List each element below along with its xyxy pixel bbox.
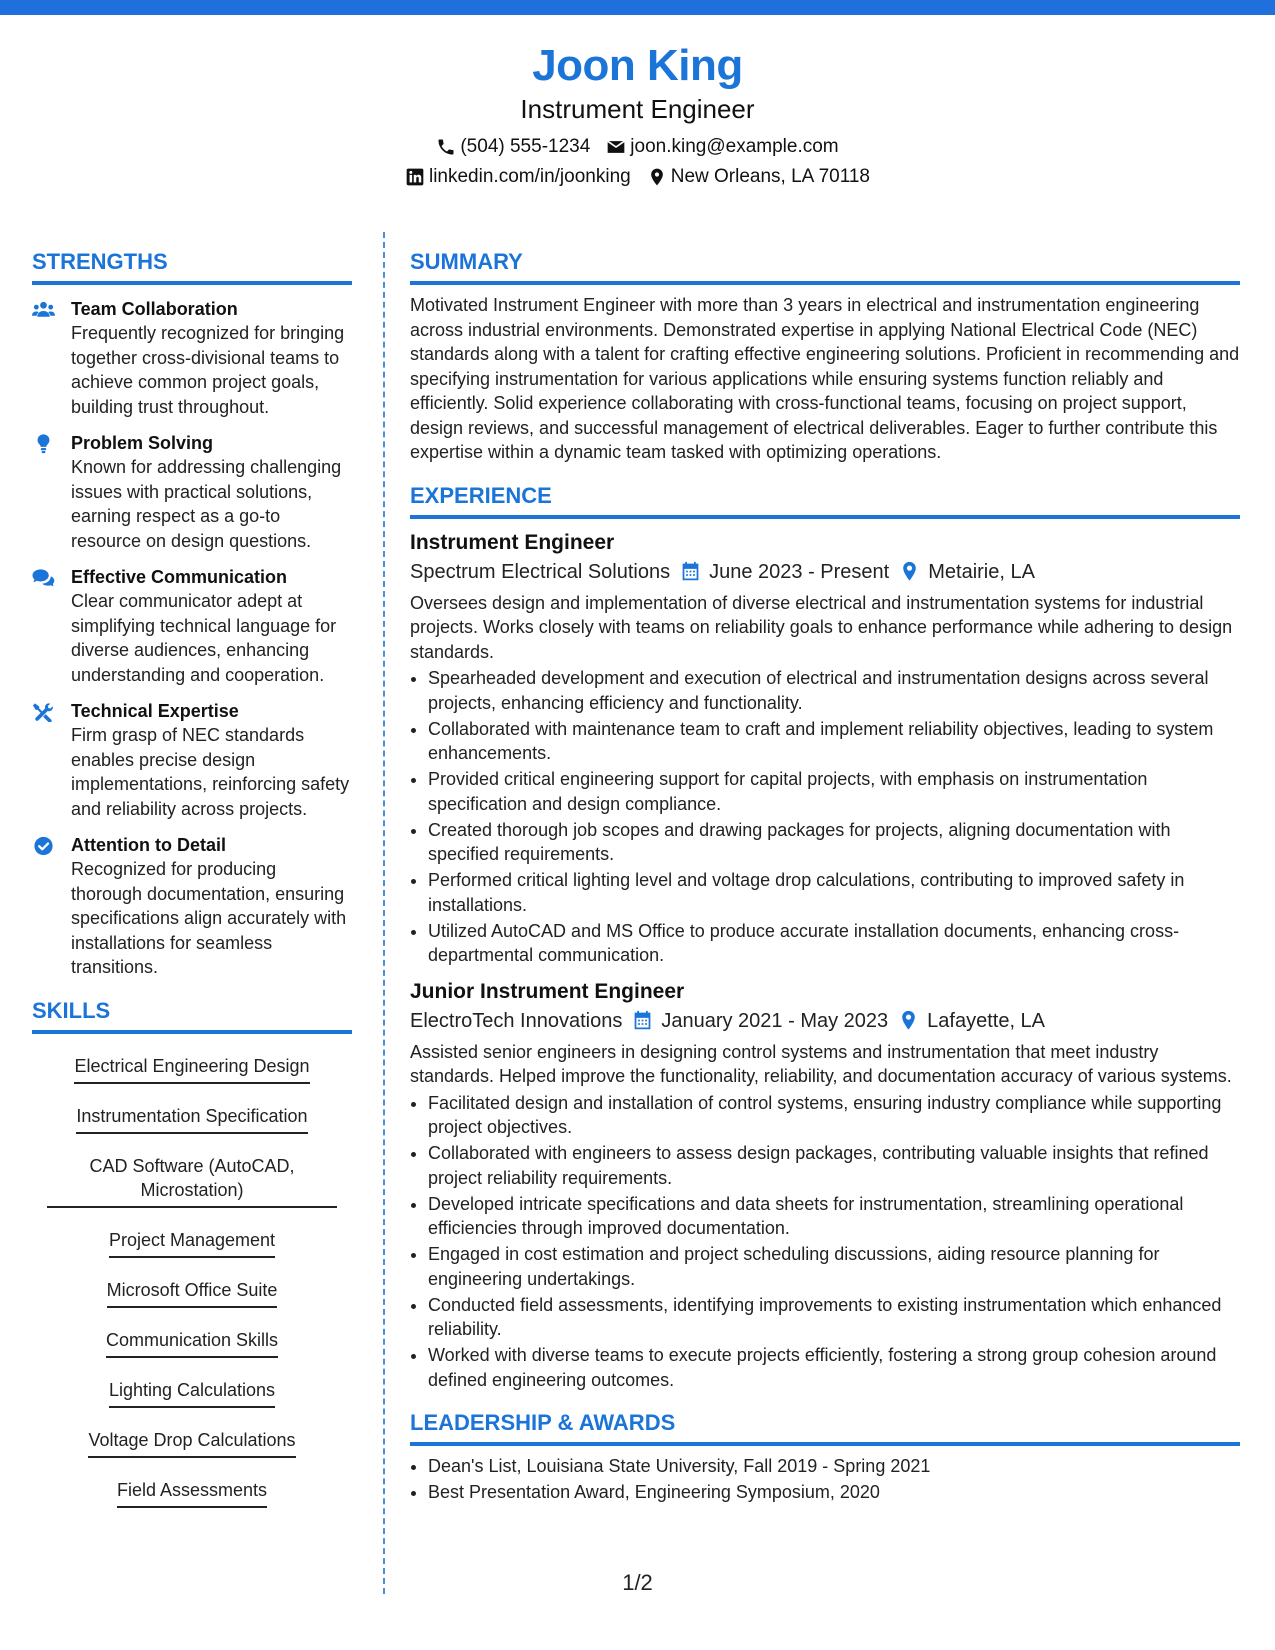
- lightbulb-icon: [32, 434, 55, 454]
- job-title: Junior Instrument Engineer: [410, 979, 685, 1003]
- phone-icon: [436, 137, 456, 157]
- job-bullets: [410, 666, 1240, 968]
- comments-icon: [32, 568, 55, 588]
- strength-desc: Recognized for producing thorough documentation, ensuring specifications align accurately with installations for seamless transitions.: [71, 859, 347, 977]
- bullet-item: • Provided critical engineering support for capital projects, with emphasis on instrumentation specification and design compliance.: [428, 767, 1240, 816]
- job-meta: [410, 1006, 1240, 1036]
- linkedin-icon: [405, 167, 425, 187]
- strength-item: [32, 565, 352, 687]
- award-item: • Best Presentation Award, Engineering Symposium, 2020: [428, 1480, 1240, 1505]
- envelope-icon: [606, 137, 626, 157]
- candidate-title: Instrument Engineer: [520, 94, 755, 124]
- strength-title: Team Collaboration: [71, 299, 238, 319]
- left-column: [32, 247, 352, 1518]
- contact-row-1: [0, 132, 1275, 162]
- skill-item: Voltage Drop Calculations: [88, 1428, 295, 1458]
- strength-item: [32, 297, 352, 419]
- job-company: ElectroTech Innovations: [410, 1009, 623, 1032]
- email-text: joon.king@example.com: [630, 136, 839, 157]
- job-entry: [410, 529, 1240, 968]
- skill-item: Lighting Calculations: [109, 1378, 275, 1408]
- experience-heading: EXPERIENCE: [410, 481, 1240, 519]
- strength-title: Effective Communication: [71, 567, 288, 587]
- summary-text: Motivated Instrument Engineer with more than 3 years in electrical and instrumentation engineering across industrial environments. Demonstrated expertise in applying National Electrical Code (NEC) standards along with a talent for crafting effective engineering solutions. Proficient in recommending and specifying instrumentation for various applications while ensuring systems function reliably and efficiently. Solid experience collaborating with cross-functional teams, focusing on project support, design reviews, and successful management of electrical deliverables. Eager to further contribute this expertise within a dynamic team tasked with optimizing operations.: [410, 295, 1240, 462]
- page-number: 1/2: [622, 1570, 653, 1595]
- strength-title: Problem Solving: [71, 433, 214, 453]
- top-accent-bar: [0, 0, 1275, 15]
- strength-item: [32, 431, 352, 553]
- job-company: Spectrum Electrical Solutions: [410, 560, 671, 583]
- leadership-heading: LEADERSHIP & AWARDS: [410, 1408, 1240, 1446]
- map-pin-icon: [899, 561, 920, 582]
- strength-item: [32, 833, 352, 980]
- check-circle-icon: [32, 836, 55, 856]
- bullet-item: • Spearheaded development and execution of electrical and instrumentation designs across several projects, enhancing efficiency and functionality.: [428, 666, 1240, 715]
- linkedin-text: linkedin.com/in/joonking: [428, 166, 631, 187]
- strengths-heading: STRENGTHS: [32, 247, 352, 285]
- skill-item: CAD Software (AutoCAD, Microstation): [47, 1154, 337, 1208]
- job-meta: [410, 557, 1240, 587]
- job-title: Instrument Engineer: [410, 530, 615, 554]
- job-bullets: [410, 1091, 1240, 1393]
- strength-desc: Firm grasp of NEC standards enables precise design implementations, reinforcing safety and reliability across projects.: [71, 725, 350, 819]
- strength-title: Technical Expertise: [71, 701, 239, 721]
- tools-icon: [32, 702, 55, 722]
- column-divider: [383, 232, 385, 1594]
- users-icon: [32, 300, 55, 320]
- leadership-list: [410, 1454, 1240, 1505]
- contact-row-2: [0, 162, 1275, 192]
- map-pin-icon: [898, 1010, 919, 1031]
- bullet-item: • Developed intricate specifications and data sheets for instrumentation, streamlining operational efficiencies through improved documentation.: [428, 1192, 1240, 1241]
- job-desc: Assisted senior engineers in designing control systems and instrumentation that meet industry standards. Helped improve the functionality, reliability, and documentation accuracy of various systems.: [410, 1041, 1232, 1086]
- strength-desc: Frequently recognized for bringing together cross-divisional teams to achieve common project goals, building trust throughout.: [71, 323, 345, 417]
- right-column: [410, 247, 1240, 1506]
- skills-list: [32, 1044, 352, 1518]
- skill-item: Electrical Engineering Design: [74, 1054, 309, 1084]
- job-entry: [410, 978, 1240, 1393]
- bullet-item: • Facilitated design and installation of control systems, ensuring industry compliance while supporting project objectives.: [428, 1091, 1240, 1140]
- bullet-item: • Conducted field assessments, identifying improvements to existing instrumentation which enhanced reliability.: [428, 1293, 1240, 1342]
- skill-item: Instrumentation Specification: [76, 1104, 307, 1134]
- skills-heading: SKILLS: [32, 996, 352, 1034]
- summary-heading: SUMMARY: [410, 247, 1240, 285]
- strength-desc: Known for addressing challenging issues with practical solutions, earning respect as a go-to resource on design questions.: [71, 457, 342, 551]
- award-item: • Dean's List, Louisiana State University, Fall 2019 - Spring 2021: [428, 1454, 1240, 1479]
- strength-title: Attention to Detail: [71, 835, 226, 855]
- bullet-item: • Created thorough job scopes and drawing packages for projects, aligning documentation with specified requirements.: [428, 818, 1240, 867]
- skill-item: Field Assessments: [117, 1478, 267, 1508]
- bullet-item: • Collaborated with engineers to assess design packages, contributing valuable insights that refined project reliability requirements.: [428, 1141, 1240, 1190]
- resume-header: [0, 40, 1275, 192]
- candidate-name: Joon King: [532, 41, 743, 90]
- bullet-item: • Collaborated with maintenance team to craft and implement reliability objectives, leading to system enhancements.: [428, 717, 1240, 766]
- job-location: Lafayette, LA: [927, 1009, 1046, 1032]
- skill-item: Microsoft Office Suite: [107, 1278, 278, 1308]
- linkedin-contact[interactable]: [405, 162, 631, 192]
- skill-item: Communication Skills: [106, 1328, 278, 1358]
- job-dates: June 2023 - Present: [709, 560, 890, 583]
- bullet-item: • Utilized AutoCAD and MS Office to produce accurate installation documents, enhancing cross-departmental communication.: [428, 919, 1240, 968]
- location-text: New Orleans, LA 70118: [670, 166, 870, 187]
- phone-text: (504) 555-1234: [460, 136, 591, 157]
- strength-desc: Clear communicator adept at simplifying technical language for diverse audiences, enhancing understanding and cooperation.: [71, 591, 337, 685]
- phone-contact: [436, 132, 590, 162]
- job-dates: January 2021 - May 2023: [661, 1009, 889, 1032]
- map-pin-icon: [647, 167, 667, 187]
- email-contact[interactable]: [606, 132, 838, 162]
- job-location: Metairie, LA: [928, 560, 1035, 583]
- calendar-icon: [680, 561, 701, 582]
- location-contact: [647, 162, 870, 192]
- bullet-item: • Engaged in cost estimation and project scheduling discussions, aiding resource planning for engineering undertakings.: [428, 1242, 1240, 1291]
- calendar-icon: [632, 1010, 653, 1031]
- strength-item: [32, 699, 352, 821]
- skill-item: Project Management: [109, 1228, 275, 1258]
- job-desc: Oversees design and implementation of diverse electrical and instrumentation systems for industrial projects. Works closely with teams on reliability goals to enhance performance while adhering to design standards.: [410, 592, 1233, 662]
- bullet-item: • Worked with diverse teams to execute projects efficiently, fostering a strong group cohesion around defined engineering outcomes.: [428, 1343, 1240, 1392]
- bullet-item: • Performed critical lighting level and voltage drop calculations, contributing to improved safety in installations.: [428, 868, 1240, 917]
